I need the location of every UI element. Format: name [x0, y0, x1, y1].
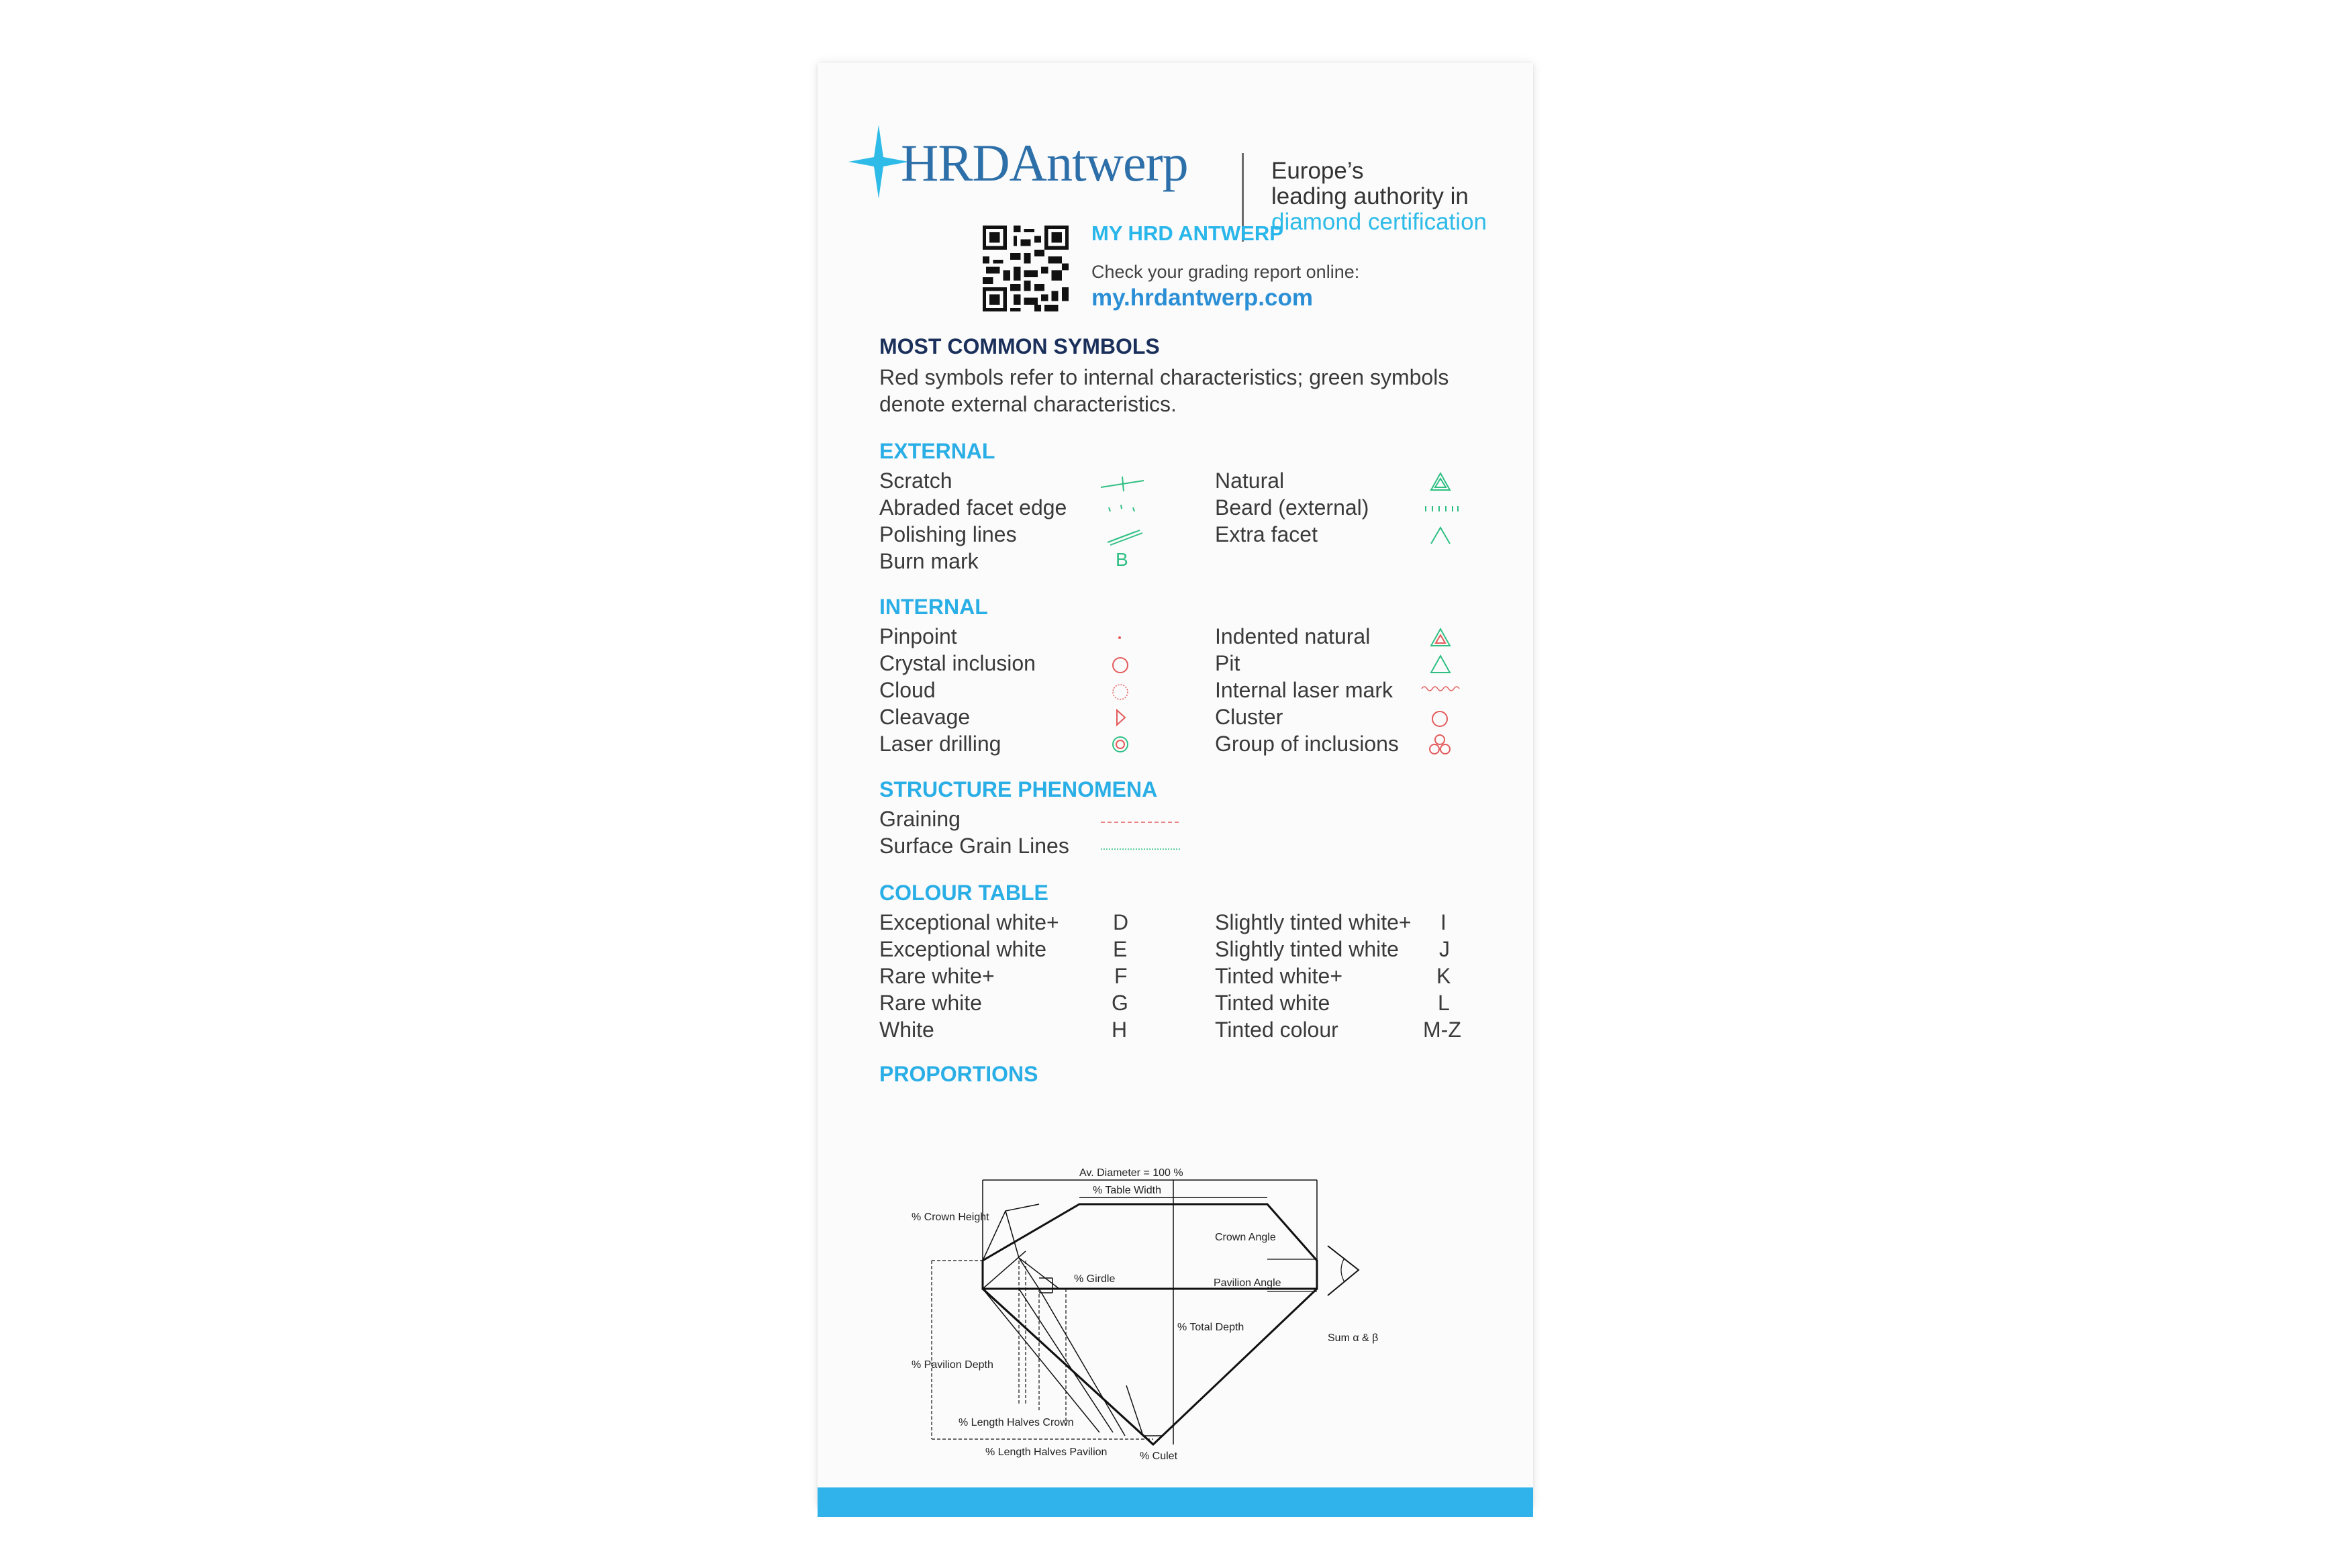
- colour-name-f: Rare white+: [879, 964, 995, 988]
- cluster-icon: [1430, 709, 1450, 729]
- cleavage-icon: [1112, 707, 1129, 728]
- colour-name-i: Slightly tinted white+: [1215, 910, 1412, 934]
- colour-grade-e: E: [1113, 937, 1128, 961]
- myhrd-url-link[interactable]: my.hrdantwerp.com: [1091, 285, 1313, 311]
- external-item-abraded: Abraded facet edge: [879, 495, 1067, 520]
- colour-grade-j: J: [1439, 937, 1450, 961]
- colour-grade-k: K: [1436, 964, 1451, 988]
- proportions-diagram: [912, 1097, 1489, 1459]
- pit-icon: [1428, 654, 1453, 675]
- proportions-title: PROPORTIONS: [879, 1062, 1038, 1086]
- colour-grade-l: L: [1438, 991, 1450, 1015]
- natural-icon: [1428, 471, 1453, 493]
- extra-facet-icon: [1428, 525, 1453, 546]
- common-symbols-title: MOST COMMON SYMBOLS: [879, 334, 1160, 358]
- external-item-natural: Natural: [1215, 469, 1285, 493]
- structure-title: STRUCTURE PHENOMENA: [879, 777, 1158, 801]
- label-diameter: Av. Diameter = 100 %: [1079, 1167, 1183, 1179]
- internal-item-group: Group of inclusions: [1215, 732, 1399, 756]
- colour-grade-i: I: [1440, 910, 1447, 934]
- qr-code-icon[interactable]: [983, 226, 1069, 311]
- label-sum-angles: Sum α & β: [1328, 1332, 1379, 1344]
- colour-name-g: Rare white: [879, 991, 982, 1015]
- tagline-line-1: Europe’s: [1271, 158, 1364, 184]
- brand-logo-text: HRDAntwerp: [901, 134, 1188, 192]
- external-item-scratch: Scratch: [879, 469, 952, 493]
- colour-name-e: Exceptional white: [879, 937, 1047, 961]
- colour-grade-mz: M-Z: [1423, 1018, 1461, 1042]
- external-title: EXTERNAL: [879, 439, 995, 463]
- colour-grade-f: F: [1114, 964, 1128, 988]
- internal-item-laser-drilling: Laser drilling: [879, 732, 1001, 756]
- surface-grain-icon: [1099, 846, 1183, 852]
- cloud-icon: [1110, 682, 1130, 702]
- external-item-burn: Burn mark: [879, 549, 979, 573]
- certificate-card: [818, 63, 1533, 1506]
- star-logo-icon: [848, 125, 909, 199]
- internal-item-indented-natural: Indented natural: [1215, 624, 1371, 648]
- colour-name-l: Tinted white: [1215, 991, 1330, 1015]
- internal-item-pinpoint: Pinpoint: [879, 624, 957, 648]
- colour-table-title: COLOUR TABLE: [879, 881, 1048, 905]
- internal-title: INTERNAL: [879, 595, 988, 619]
- internal-item-pit: Pit: [1215, 651, 1240, 675]
- label-halves-pavilion: % Length Halves Pavilion: [985, 1447, 1108, 1458]
- graining-icon: [1099, 819, 1183, 826]
- scratch-icon: [1099, 474, 1146, 494]
- colour-name-mz: Tinted colour: [1215, 1018, 1338, 1042]
- structure-item-surface-grain: Surface Grain Lines: [879, 834, 1069, 858]
- colour-name-k: Tinted white+: [1215, 964, 1343, 988]
- pinpoint-icon: [1113, 631, 1126, 644]
- internal-item-crystal: Crystal inclusion: [879, 651, 1036, 675]
- label-pavilion-angle: Pavilion Angle: [1214, 1277, 1281, 1289]
- label-crown-angle: Crown Angle: [1215, 1232, 1276, 1243]
- common-symbols-intro: Red symbols refer to internal characteristics; green symbols denote external characteristics.: [879, 365, 1449, 416]
- crystal-icon: [1110, 655, 1130, 675]
- internal-item-cloud: Cloud: [879, 678, 936, 702]
- polishing-icon: [1105, 526, 1145, 546]
- indented-natural-icon: [1428, 627, 1453, 648]
- label-table-width: % Table Width: [1093, 1185, 1161, 1196]
- label-girdle: % Girdle: [1074, 1273, 1116, 1285]
- label-crown-height: % Crown Height: [912, 1212, 989, 1223]
- colour-grade-g: G: [1112, 991, 1128, 1015]
- group-inclusions-icon: [1427, 733, 1453, 757]
- laser-drilling-icon: [1110, 734, 1130, 754]
- structure-item-graining: Graining: [879, 807, 961, 831]
- beard-icon: [1423, 501, 1461, 517]
- myhrd-check-text: Check your grading report online:: [1091, 262, 1360, 282]
- bottom-accent-bar: [818, 1487, 1533, 1517]
- internal-item-cleavage: Cleavage: [879, 705, 971, 729]
- colour-name-j: Slightly tinted white: [1215, 937, 1399, 961]
- label-culet: % Culet: [1140, 1451, 1178, 1459]
- burn-mark-symbol: B: [1116, 549, 1128, 570]
- colour-name-h: White: [879, 1018, 934, 1042]
- external-item-polishing: Polishing lines: [879, 522, 1017, 546]
- label-halves-crown: % Length Halves Crown: [959, 1417, 1074, 1428]
- colour-grade-h: H: [1112, 1018, 1128, 1042]
- external-item-beard: Beard (external): [1215, 495, 1369, 520]
- external-item-extra-facet: Extra facet: [1215, 522, 1318, 546]
- colour-name-d: Exceptional white+: [879, 910, 1059, 934]
- brand-tagline: [1271, 158, 1487, 235]
- laser-mark-icon: [1420, 681, 1463, 697]
- abraded-icon: [1105, 501, 1145, 521]
- internal-item-cluster: Cluster: [1215, 705, 1283, 729]
- colour-grade-d: D: [1113, 910, 1129, 934]
- tagline-line-2: leading authority in: [1271, 183, 1469, 209]
- label-pavilion-depth: % Pavilion Depth: [912, 1359, 993, 1371]
- tagline-line-3: diamond certification: [1271, 209, 1487, 235]
- myhrd-title: MY HRD ANTWERP: [1091, 222, 1283, 245]
- label-total-depth: % Total Depth: [1177, 1322, 1244, 1333]
- internal-item-laser-mark: Internal laser mark: [1215, 678, 1393, 702]
